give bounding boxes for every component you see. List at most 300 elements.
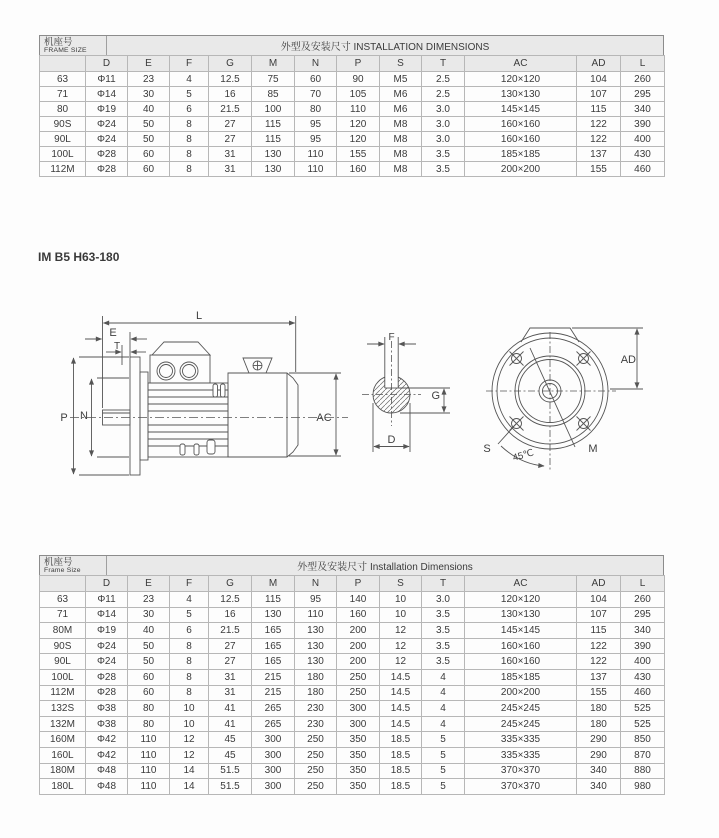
col-header-N: N xyxy=(295,576,337,592)
frame-cell: 63 xyxy=(40,592,86,608)
dim-cell: 2.5 xyxy=(422,72,465,87)
dim-cell: 130 xyxy=(252,162,295,177)
dim-label-P: P xyxy=(60,412,68,424)
dim-cell: 16 xyxy=(209,87,252,102)
dim-cell: 160 xyxy=(337,162,380,177)
dim-cell: Φ42 xyxy=(86,732,128,748)
dim-cell: 120 xyxy=(337,117,380,132)
dim-cell: 3.0 xyxy=(422,102,465,117)
dim-cell: 60 xyxy=(128,685,170,701)
dim-cell: 260 xyxy=(621,592,665,608)
dimensions-table-b5-small xyxy=(39,35,664,177)
dim-cell: 5 xyxy=(422,732,465,748)
dim-cell: 120 xyxy=(337,132,380,147)
dim-cell: 30 xyxy=(128,87,170,102)
col-header-G: G xyxy=(209,576,252,592)
frame-cell: 80M xyxy=(40,623,86,639)
dim-cell: 340 xyxy=(621,102,665,117)
dim-cell: 21.5 xyxy=(209,623,252,639)
table-row xyxy=(40,638,665,654)
dim-cell: 104 xyxy=(577,72,621,87)
dim-cell: 80 xyxy=(128,701,170,717)
dim-cell: 265 xyxy=(252,716,295,732)
dim-cell: 8 xyxy=(170,638,209,654)
dim-cell: 230 xyxy=(295,701,337,717)
dim-cell: Φ24 xyxy=(86,638,128,654)
dim-cell: 250 xyxy=(295,779,337,795)
table-row xyxy=(40,162,665,177)
dim-cell: 165 xyxy=(252,638,295,654)
dim-cell: 215 xyxy=(252,669,295,685)
dim-cell: 14 xyxy=(170,779,209,795)
dim-cell: 130 xyxy=(252,607,295,623)
dim-cell: 8 xyxy=(170,162,209,177)
col-header-L: L xyxy=(621,56,665,72)
table-row xyxy=(40,685,665,701)
dim-label-AC: AC xyxy=(316,412,332,424)
dim-cell: 160×160 xyxy=(465,132,577,147)
dim-cell: 107 xyxy=(577,87,621,102)
dim-cell: 115 xyxy=(252,132,295,147)
dim-cell: 3.0 xyxy=(422,592,465,608)
dim-cell: 200×200 xyxy=(465,162,577,177)
dim-cell: 40 xyxy=(128,102,170,117)
col-header-D: D xyxy=(86,576,128,592)
dim-cell: 145×145 xyxy=(465,102,577,117)
dim-cell: 70 xyxy=(295,87,337,102)
dim-cell: 85 xyxy=(252,87,295,102)
dim-cell: 4 xyxy=(170,592,209,608)
dim-cell: 300 xyxy=(252,732,295,748)
dim-cell: 155 xyxy=(337,147,380,162)
dim-cell: 104 xyxy=(577,592,621,608)
dim-cell: Φ38 xyxy=(86,701,128,717)
dim-cell: 300 xyxy=(252,779,295,795)
dim-cell: 80 xyxy=(295,102,337,117)
dim-cell: 110 xyxy=(128,763,170,779)
table-row xyxy=(40,654,665,670)
frame-cell: 180L xyxy=(40,779,86,795)
dim-label-T: T xyxy=(113,341,121,352)
dim-cell: 300 xyxy=(252,763,295,779)
dim-label-M: M xyxy=(588,443,598,455)
dim-cell: 300 xyxy=(252,747,295,763)
dim-cell: 165 xyxy=(252,654,295,670)
col-header-S: S xyxy=(380,56,422,72)
col-header-N: N xyxy=(295,56,337,72)
dim-label-N: N xyxy=(80,410,88,422)
dim-cell: 8 xyxy=(170,132,209,147)
dim-cell: 50 xyxy=(128,654,170,670)
dim-cell: 90 xyxy=(337,72,380,87)
dim-cell: 41 xyxy=(209,716,252,732)
dim-label-F: F xyxy=(388,332,395,343)
dim-cell: M5 xyxy=(380,72,422,87)
dim-cell: Φ48 xyxy=(86,779,128,795)
dim-cell: 110 xyxy=(295,147,337,162)
dim-cell: 122 xyxy=(577,638,621,654)
dim-cell: Φ28 xyxy=(86,669,128,685)
dim-cell: 200 xyxy=(337,623,380,639)
dim-cell: 14.5 xyxy=(380,716,422,732)
dim-cell: 130 xyxy=(295,638,337,654)
dim-cell: 370×370 xyxy=(465,779,577,795)
dim-cell: 110 xyxy=(295,607,337,623)
dim-cell: 185×185 xyxy=(465,669,577,685)
dim-cell: 18.5 xyxy=(380,732,422,748)
frame-size-label-zh: 机座号 xyxy=(44,36,73,48)
dim-cell: Φ28 xyxy=(86,162,128,177)
table-row xyxy=(40,669,665,685)
dim-cell: 27 xyxy=(209,654,252,670)
dim-cell: 95 xyxy=(295,117,337,132)
dim-cell: 335×335 xyxy=(465,747,577,763)
dim-cell: Φ19 xyxy=(86,623,128,639)
dim-cell: 18.5 xyxy=(380,779,422,795)
flange-front-view xyxy=(486,328,643,472)
dim-cell: 14 xyxy=(170,763,209,779)
dim-cell: 107 xyxy=(577,607,621,623)
dim-cell: 430 xyxy=(621,147,665,162)
dim-cell: 18.5 xyxy=(380,747,422,763)
motor-side-view xyxy=(70,316,348,475)
dim-cell: 290 xyxy=(577,732,621,748)
dim-cell: M8 xyxy=(380,147,422,162)
dim-cell: 250 xyxy=(337,685,380,701)
table-row xyxy=(40,592,665,608)
dim-cell: 50 xyxy=(128,117,170,132)
frame-cell: 100L xyxy=(40,669,86,685)
dim-cell: 3.5 xyxy=(422,638,465,654)
section-title: IM B5 H63-180 xyxy=(38,250,120,264)
col-header-T: T xyxy=(422,576,465,592)
dim-cell: 245×245 xyxy=(465,716,577,732)
dim-cell: 130×130 xyxy=(465,607,577,623)
dim-cell: 122 xyxy=(577,132,621,147)
dim-cell: 850 xyxy=(621,732,665,748)
dim-cell: 110 xyxy=(295,162,337,177)
dim-cell: 245×245 xyxy=(465,701,577,717)
dim-cell: 115 xyxy=(252,592,295,608)
dim-cell: 12 xyxy=(380,654,422,670)
dim-cell: 350 xyxy=(337,763,380,779)
dim-cell: 180 xyxy=(577,701,621,717)
installation-dimensions-header: 外型及安装尺寸 INSTALLATION DIMENSIONS xyxy=(280,42,490,53)
dim-cell: 12 xyxy=(380,638,422,654)
dim-cell: 350 xyxy=(337,747,380,763)
dim-cell: Φ42 xyxy=(86,747,128,763)
dim-cell: M6 xyxy=(380,102,422,117)
frame-cell: 112M xyxy=(40,162,86,177)
table-row xyxy=(40,747,665,763)
dim-cell: 10 xyxy=(380,607,422,623)
dim-cell: 140 xyxy=(337,592,380,608)
col-header-M: M xyxy=(252,576,295,592)
dim-cell: 3.5 xyxy=(422,607,465,623)
dim-label-D: D xyxy=(387,434,396,446)
frame-size-label-zh: 机座号 xyxy=(44,556,73,568)
col-header-M: M xyxy=(252,56,295,72)
dim-cell: 8 xyxy=(170,117,209,132)
technical-drawing xyxy=(0,295,719,505)
dim-cell: 60 xyxy=(128,162,170,177)
dim-cell: 4 xyxy=(422,716,465,732)
dim-cell: 250 xyxy=(295,747,337,763)
col-header-G: G xyxy=(209,56,252,72)
dim-cell: 4 xyxy=(422,685,465,701)
table-row xyxy=(40,623,665,639)
dim-cell: 400 xyxy=(621,132,665,147)
table-row xyxy=(40,117,665,132)
col-header-P: P xyxy=(337,56,380,72)
dim-cell: 160 xyxy=(337,607,380,623)
frame-size-header xyxy=(40,36,107,55)
dim-cell: Φ19 xyxy=(86,102,128,117)
dim-cell: 51.5 xyxy=(209,763,252,779)
table-row xyxy=(40,607,665,623)
dim-cell: 12 xyxy=(170,747,209,763)
dim-cell: 185×185 xyxy=(465,147,577,162)
dim-cell: 3.5 xyxy=(422,654,465,670)
dim-cell: Φ28 xyxy=(86,685,128,701)
dim-cell: 8 xyxy=(170,654,209,670)
dim-cell: 160×160 xyxy=(465,654,577,670)
dim-cell: 525 xyxy=(621,716,665,732)
frame-cell: 90L xyxy=(40,654,86,670)
dim-cell: 105 xyxy=(337,87,380,102)
col-header-frame xyxy=(40,576,86,592)
frame-cell: 160M xyxy=(40,732,86,748)
col-header-F: F xyxy=(170,576,209,592)
dim-cell: 290 xyxy=(577,747,621,763)
dim-cell: Φ38 xyxy=(86,716,128,732)
frame-size-header xyxy=(40,556,107,575)
dim-cell: 250 xyxy=(337,669,380,685)
dim-cell: 50 xyxy=(128,132,170,147)
dim-cell: 300 xyxy=(337,701,380,717)
dim-cell: 5 xyxy=(170,607,209,623)
dim-cell: Φ24 xyxy=(86,132,128,147)
dim-cell: 295 xyxy=(621,607,665,623)
dim-cell: 10 xyxy=(380,592,422,608)
dim-cell: 100 xyxy=(252,102,295,117)
dim-cell: 60 xyxy=(128,669,170,685)
col-header-AD: AD xyxy=(577,56,621,72)
table-row xyxy=(40,716,665,732)
dim-cell: 27 xyxy=(209,132,252,147)
dim-cell: 340 xyxy=(577,779,621,795)
dim-cell: 460 xyxy=(621,162,665,177)
dim-cell: 300 xyxy=(337,716,380,732)
dim-cell: 30 xyxy=(128,607,170,623)
dim-cell: 130 xyxy=(252,147,295,162)
dim-cell: Φ11 xyxy=(86,592,128,608)
dim-cell: 120×120 xyxy=(465,592,577,608)
col-header-AC: AC xyxy=(465,576,577,592)
dim-cell: 75 xyxy=(252,72,295,87)
table-row xyxy=(40,763,665,779)
dim-cell: 155 xyxy=(577,162,621,177)
frame-cell: 90S xyxy=(40,117,86,132)
dim-cell: 3.5 xyxy=(422,623,465,639)
dim-label-S: S xyxy=(483,443,491,455)
dimension-table xyxy=(39,55,665,177)
dim-cell: Φ14 xyxy=(86,607,128,623)
dim-cell: 16 xyxy=(209,607,252,623)
frame-size-label-en: FRAME SIZE xyxy=(44,47,87,54)
dim-cell: Φ48 xyxy=(86,763,128,779)
col-header-E: E xyxy=(128,576,170,592)
dim-label-AD: AD xyxy=(620,354,636,366)
dim-cell: 27 xyxy=(209,638,252,654)
dim-cell: 4 xyxy=(170,72,209,87)
frame-size-label-en: Frame Size xyxy=(44,567,81,574)
dim-cell: 3.5 xyxy=(422,162,465,177)
dim-cell: 60 xyxy=(295,72,337,87)
angle-label: 45℃ xyxy=(511,447,536,464)
dim-cell: 2.5 xyxy=(422,87,465,102)
dim-cell: 27 xyxy=(209,117,252,132)
dim-cell: 31 xyxy=(209,162,252,177)
frame-cell: 63 xyxy=(40,72,86,87)
dim-label-E: E xyxy=(109,327,117,339)
col-header-AD: AD xyxy=(577,576,621,592)
dim-cell: 31 xyxy=(209,669,252,685)
dim-cell: M8 xyxy=(380,117,422,132)
col-header-L: L xyxy=(621,576,665,592)
dim-cell: 265 xyxy=(252,701,295,717)
col-header-T: T xyxy=(422,56,465,72)
dim-cell: 340 xyxy=(621,623,665,639)
dim-cell: 31 xyxy=(209,147,252,162)
dim-cell: 14.5 xyxy=(380,685,422,701)
dim-cell: 3.0 xyxy=(422,132,465,147)
dim-cell: 250 xyxy=(295,732,337,748)
dim-cell: 10 xyxy=(170,716,209,732)
dim-cell: 880 xyxy=(621,763,665,779)
column-header-row xyxy=(40,576,665,592)
table-row xyxy=(40,87,665,102)
dim-cell: Φ28 xyxy=(86,147,128,162)
dim-cell: 8 xyxy=(170,685,209,701)
dim-cell: 110 xyxy=(337,102,380,117)
frame-cell: 90L xyxy=(40,132,86,147)
table-row xyxy=(40,779,665,795)
frame-cell: 112M xyxy=(40,685,86,701)
dim-cell: 23 xyxy=(128,72,170,87)
dim-cell: 3.5 xyxy=(422,147,465,162)
dim-cell: 145×145 xyxy=(465,623,577,639)
dim-cell: 50 xyxy=(128,638,170,654)
dim-cell: 45 xyxy=(209,747,252,763)
frame-cell: 71 xyxy=(40,607,86,623)
dim-cell: 10 xyxy=(170,701,209,717)
dim-cell: 5 xyxy=(422,763,465,779)
dimension-table xyxy=(39,575,665,795)
dimensions-table-b5-full xyxy=(39,555,664,795)
dim-cell: 200 xyxy=(337,654,380,670)
dim-cell: 180 xyxy=(577,716,621,732)
table-row xyxy=(40,701,665,717)
dim-cell: 350 xyxy=(337,732,380,748)
dim-cell: 18.5 xyxy=(380,763,422,779)
dim-cell: 130 xyxy=(295,623,337,639)
dim-cell: 370×370 xyxy=(465,763,577,779)
dim-cell: 230 xyxy=(295,716,337,732)
col-header-S: S xyxy=(380,576,422,592)
dim-cell: 200 xyxy=(337,638,380,654)
col-header-E: E xyxy=(128,56,170,72)
col-header-frame xyxy=(40,56,86,72)
dim-cell: Φ14 xyxy=(86,87,128,102)
dim-cell: 12 xyxy=(380,623,422,639)
dim-cell: 215 xyxy=(252,685,295,701)
dim-cell: 5 xyxy=(422,779,465,795)
dim-cell: 5 xyxy=(422,747,465,763)
dim-cell: 130×130 xyxy=(465,87,577,102)
dim-cell: Φ24 xyxy=(86,117,128,132)
dim-cell: 165 xyxy=(252,623,295,639)
dim-cell: 200×200 xyxy=(465,685,577,701)
dim-cell: 400 xyxy=(621,654,665,670)
dim-cell: 8 xyxy=(170,147,209,162)
frame-cell: 132M xyxy=(40,716,86,732)
dim-cell: 40 xyxy=(128,623,170,639)
column-header-row xyxy=(40,56,665,72)
dim-cell: 60 xyxy=(128,147,170,162)
table-row xyxy=(40,732,665,748)
dim-cell: 295 xyxy=(621,87,665,102)
table-header-row xyxy=(39,35,664,56)
dim-cell: 12 xyxy=(170,732,209,748)
dim-cell: 430 xyxy=(621,669,665,685)
dim-cell: 525 xyxy=(621,701,665,717)
dim-cell: 23 xyxy=(128,592,170,608)
dim-cell: 460 xyxy=(621,685,665,701)
dim-cell: 31 xyxy=(209,685,252,701)
dim-cell: 980 xyxy=(621,779,665,795)
dim-cell: 12.5 xyxy=(209,72,252,87)
dim-cell: 80 xyxy=(128,716,170,732)
dim-cell: 4 xyxy=(422,701,465,717)
dim-cell: 8 xyxy=(170,669,209,685)
dim-cell: 180 xyxy=(295,669,337,685)
col-header-AC: AC xyxy=(465,56,577,72)
dim-cell: 870 xyxy=(621,747,665,763)
dim-cell: 155 xyxy=(577,685,621,701)
table-row xyxy=(40,132,665,147)
dim-cell: 115 xyxy=(252,117,295,132)
table-header-row xyxy=(39,555,664,576)
dim-cell: 130 xyxy=(295,654,337,670)
table-row xyxy=(40,147,665,162)
dim-cell: 260 xyxy=(621,72,665,87)
dim-cell: Φ24 xyxy=(86,654,128,670)
dim-cell: 6 xyxy=(170,102,209,117)
dim-cell: 95 xyxy=(295,132,337,147)
dim-cell: 51.5 xyxy=(209,779,252,795)
dim-cell: 390 xyxy=(621,117,665,132)
dim-cell: M8 xyxy=(380,162,422,177)
dim-cell: 120×120 xyxy=(465,72,577,87)
dim-cell: 12.5 xyxy=(209,592,252,608)
dim-cell: 122 xyxy=(577,117,621,132)
frame-cell: 80 xyxy=(40,102,86,117)
dim-cell: Φ11 xyxy=(86,72,128,87)
installation-dimensions-header: 外型及安装尺寸 Installation Dimensions xyxy=(297,562,473,573)
dim-cell: 122 xyxy=(577,654,621,670)
dim-cell: 350 xyxy=(337,779,380,795)
